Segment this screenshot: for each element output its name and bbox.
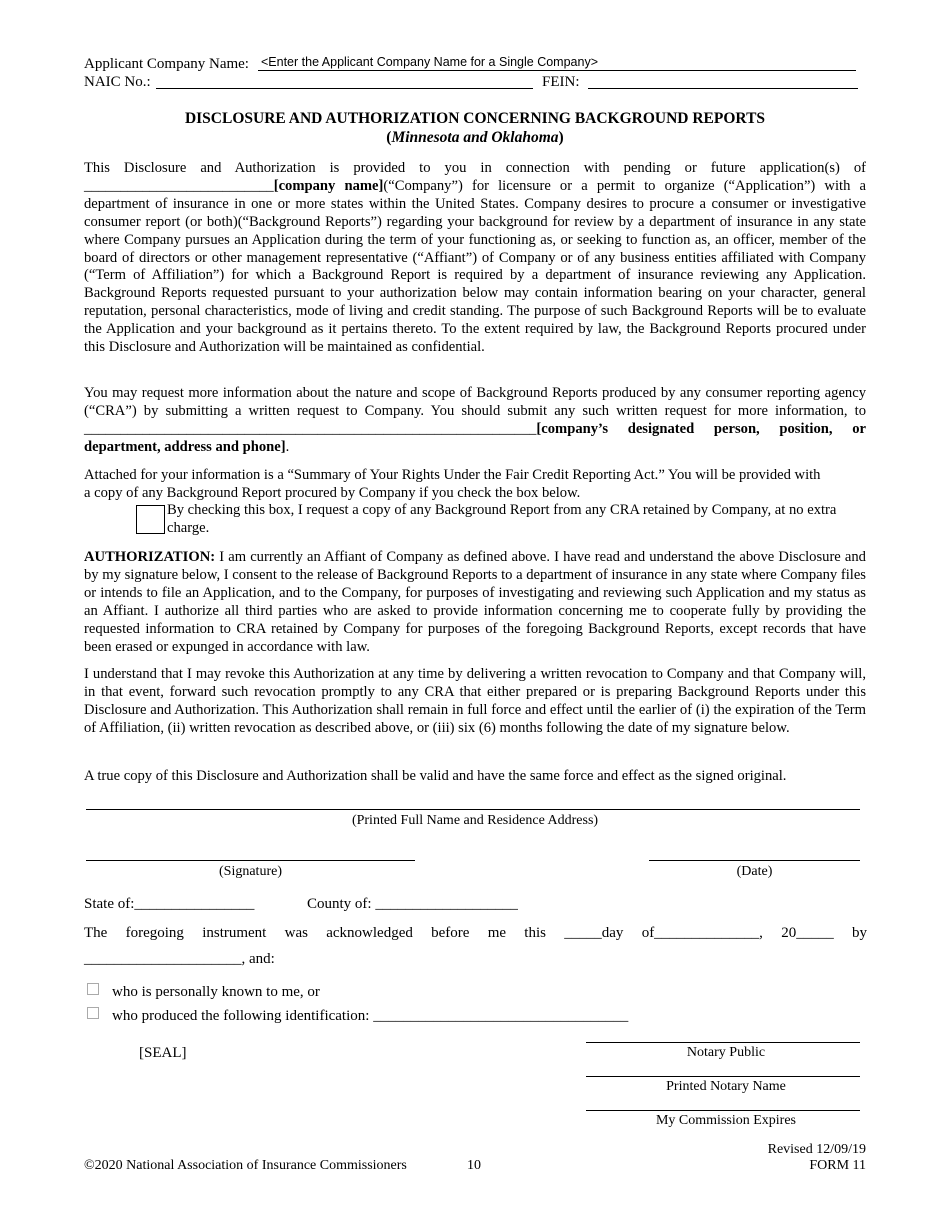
signature-caption: (Signature) — [219, 864, 282, 879]
seal-placeholder: [SEAL] — [139, 1045, 187, 1061]
date-line[interactable] — [649, 848, 860, 861]
printed-notary-name-line[interactable] — [586, 1064, 860, 1077]
states-label: Minnesota and Oklahoma — [391, 129, 559, 146]
authorization-paragraph-2: I understand that I may revoke this Authorization at any time by delivering a written revocation to Company and that Company will, in that event, forward such revocation promptly to any CRA that either prepared or is preparing Background Reports under this Disclosure and Authorization. This Authorization shall remain in full force and effect until the earlier of (i) the expiration of the Term of Affiliation, (ii) written revocation as described above, or (iii) six (6) months following the date of my signature below. — [84, 666, 866, 736]
signature-line[interactable] — [86, 848, 415, 861]
copyright-notice: ©2020 National Association of Insurance Commissioners — [84, 1158, 407, 1173]
printed-notary-name-caption: Printed Notary Name — [666, 1079, 786, 1094]
produced-id-label: who produced the following identification: __________________________________ — [112, 1008, 629, 1024]
fein-input[interactable] — [588, 74, 858, 89]
fein-label: FEIN: — [542, 74, 580, 90]
page-number: 10 — [467, 1158, 481, 1173]
notary-public-line[interactable] — [586, 1030, 860, 1043]
authorization-paragraph-1: AUTHORIZATION: I am currently an Affiant of Company as defined above. I have read and understand the above Disclosure and by my signature below, I consent to the release of Background Reports to a department of insurance in any state where Company files or intends to file an Application, and to the Company, for purposes of investigating and reviewing such Application and my status as an Affiant. I authorize all third parties who are asked to provide information concerning me to cooperate fully by providing the requested information to CRA retained by Company for purposes of the foregoing Background Reports, except records that have been erased or expunged in accordance with law. — [84, 549, 866, 655]
date-caption: (Date) — [736, 864, 773, 879]
printed-name-caption: (Printed Full Name and Residence Address) — [351, 813, 599, 828]
revised-date: Revised 12/09/19 — [767, 1142, 866, 1157]
produced-id-checkbox[interactable] — [87, 1007, 99, 1019]
commission-expires-line[interactable] — [586, 1098, 860, 1111]
copy-request-checkbox[interactable] — [136, 505, 165, 534]
county-of-field[interactable]: County of: ___________________ — [307, 896, 518, 912]
acknowledgement-line-1: The foregoing instrument was acknowledged before me this _____day of______________, 20_____ by — [84, 925, 867, 941]
disclosure-paragraph-1: This Disclosure and Authorization is provided to you in connection with pending or future application(s) of __________________________[company name](“Company”) for licensure or a permit to organize (“Application”) with a department of insurance in one or more states within the United States. Company desires to procure a consumer or investigative consumer report (or both)(“Background Reports”) regarding your background for review by a department of insurance in any state where Company pursues an Application during the term of your functioning as, or seeking to function as, an officer, member of the board of directors or other management representative (“Affiant”) of Company or of any business entities affiliated with Company (“Term of Affiliation”) for which a Background Report is required by a department of insurance reviewing any Application. Background Reports requested pursuant to your authorization below may contain information bearing on your character, general reputation, personal characteristics, mode of living and credit standing. The purpose of such Background Reports will be to evaluate the Application and your background as it pertains thereto. To the extent required by law, the Background Reports procured under this Disclosure and Authorization will be maintained as confidential. — [84, 160, 866, 356]
applicant-company-input[interactable] — [258, 55, 856, 71]
authorization-paragraph-3: A true copy of this Disclosure and Authorization shall be valid and have the same force and effect as the signed original. — [84, 768, 787, 784]
form-number: FORM 11 — [809, 1158, 866, 1173]
document-title: DISCLOSURE AND AUTHORIZATION CONCERNING BACKGROUND REPORTS — [184, 110, 766, 127]
state-of-field[interactable]: State of:________________ — [84, 896, 255, 912]
personally-known-checkbox[interactable] — [87, 983, 99, 995]
disclosure-paragraph-2: You may request more information about the nature and scope of Background Reports produced by any consumer reporting agency (“CRA”) by submitting a written request to Company. You should submit any such written request for more information, to ______________________________________________________________[company’s designated person, position, or department, address and phone]. — [84, 385, 866, 455]
acknowledgement-line-2[interactable]: _____________________, and: — [84, 951, 275, 967]
naic-label: NAIC No.: — [84, 74, 151, 90]
document-subtitle: (Minnesota and Oklahoma) — [386, 129, 564, 146]
printed-name-line[interactable] — [86, 797, 860, 810]
copy-request-label: By checking this box, I request a copy of any Background Report from any CRA retained by Company, at no extra charge. — [167, 502, 837, 536]
personally-known-label: who is personally known to me, or — [112, 984, 320, 1000]
applicant-company-label: Applicant Company Name: — [84, 56, 249, 72]
commission-expires-caption: My Commission Expires — [655, 1113, 796, 1128]
naic-input[interactable] — [156, 74, 533, 89]
applicant-company-placeholder: <Enter the Applicant Company Name for a Single Company> — [261, 55, 598, 69]
notary-public-caption: Notary Public — [686, 1045, 766, 1060]
disclosure-paragraph-3: Attached for your information is a “Summary of Your Rights Under the Fair Credit Reporting Act.” You will be provided with a copy of any Background Report procured by Company if you check the box below. — [84, 467, 821, 501]
